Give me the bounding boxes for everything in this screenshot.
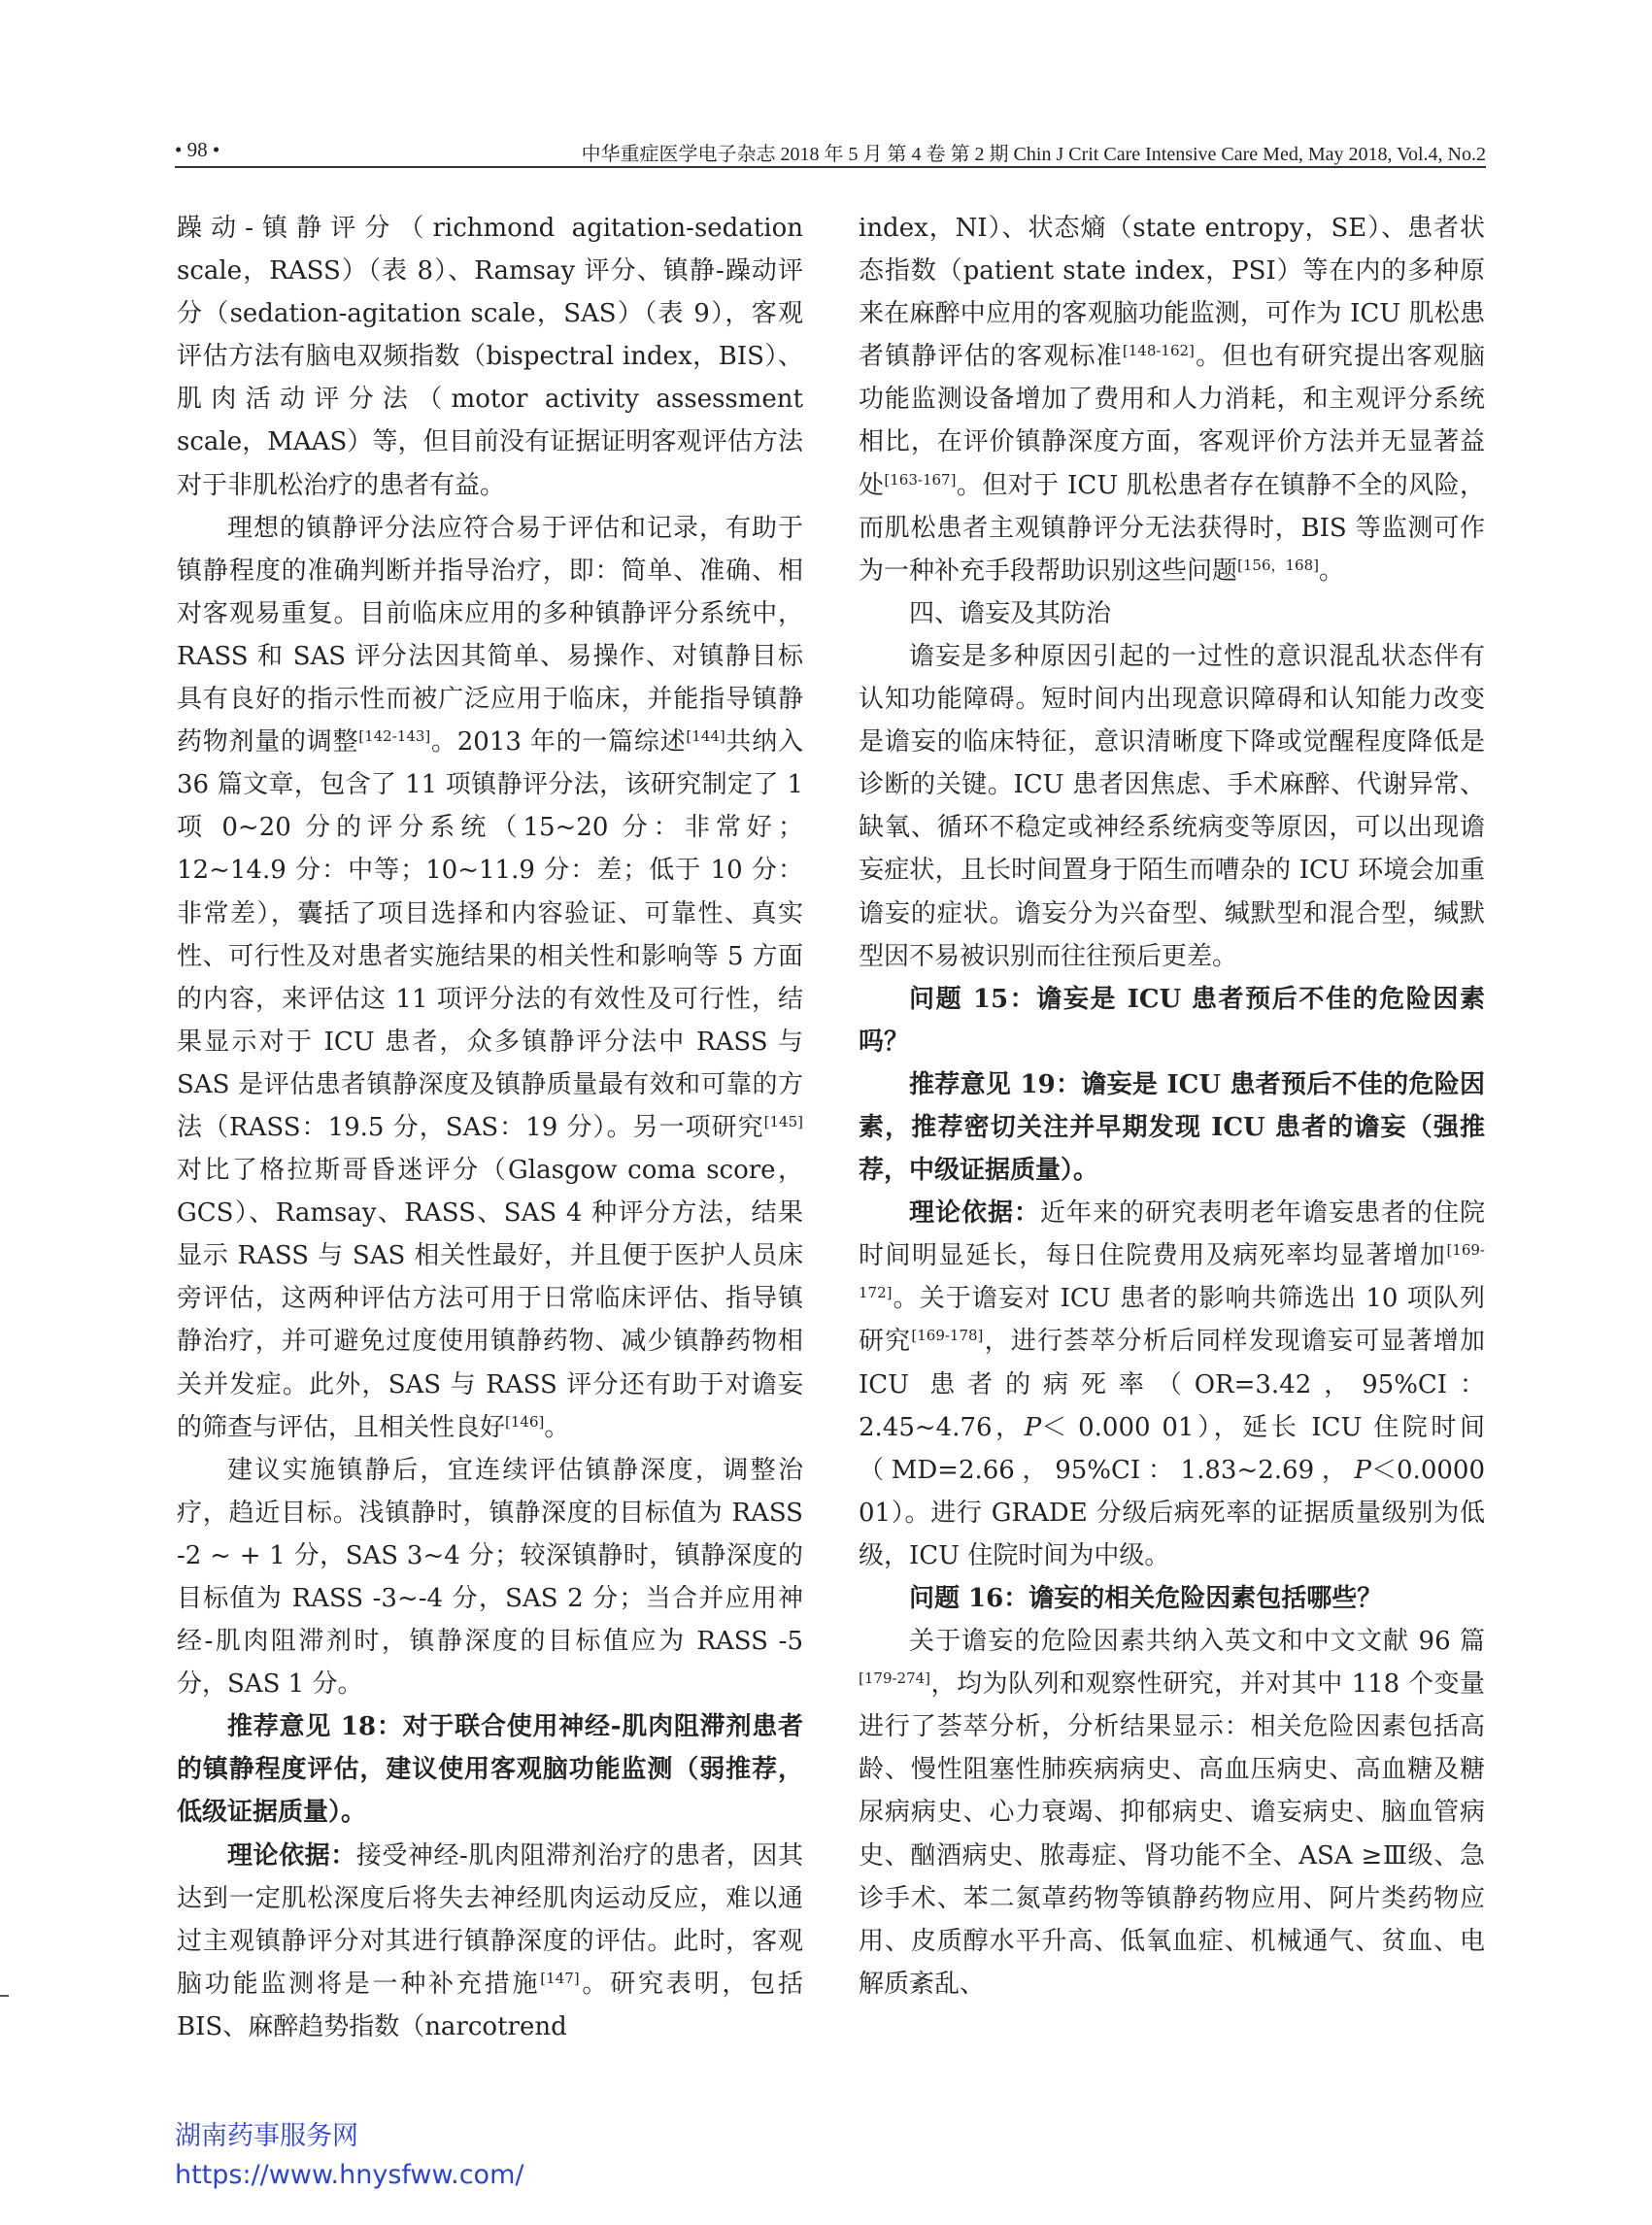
paragraph: [177, 1835, 803, 2048]
citation[interactable]: [144]: [686, 727, 725, 746]
text-run: ＜ 0.000 01），延长 ICU 住院时间（MD=2.66，95%CI：1.83~2.69，: [859, 1412, 1485, 1485]
text-run: index，NI）、状态熵（state entropy，SE）、患者状态指数（patient state index，PSI）等在内的多种原来在麻醉中应用的客观脑功能监测，可作为 ICU 肌松患者镇静评估的客观标准: [859, 214, 1485, 372]
paragraph: 躁动-镇静评分（richmond agitation-sedation scale，RASS）（表 8）、Ramsay 评分、镇静-躁动评分（sedation-agitation scale，SAS）（表 9），客观评估方法有脑电双频指数（bispectral index，BIS）、肌肉活动评分法（motor activity assessment scale，MAAS）等，但目前没有证据证明客观评估方法对于非肌松治疗的患者有益。: [177, 214, 803, 500]
recommendation-19: 推荐意见 19：谵妄是 ICU 患者预后不佳的危险因素，推荐密切关注并早期发现 ICU 患者的谵妄（强推荐，中级证据质量）。: [859, 1069, 1485, 1186]
watermark[interactable]: [175, 2117, 523, 2195]
citation[interactable]: [146]: [505, 1412, 545, 1431]
text-run: ＜0.0000 01）。进行 GRADE 分级后病死率的证据质量级别为低级，ICU 住院时间为中级。: [859, 1455, 1485, 1570]
question-15: 问题 15：谵妄是 ICU 患者预后不佳的危险因素吗？: [859, 984, 1485, 1057]
page-number: • 98 •: [175, 138, 220, 161]
journal-citation: 中华重症医学电子杂志 2018 年 5 月 第 4 卷 第 2 期 Chin J Crit Care Intensive Care Med, May 2018, Vol.4, No.2: [581, 144, 1486, 165]
paragraph: [859, 1620, 1485, 2006]
citation[interactable]: [145]: [763, 1112, 803, 1130]
text-run: 。但对于 ICU 肌松患者存在镇静不全的风险，而肌松患者主观镇静评分无法获得时，BIS 等监测可作为一种补充手段帮助识别这些问题: [859, 470, 1485, 586]
p-value-symbol: P: [1024, 1412, 1042, 1442]
citation[interactable]: [169-178]: [911, 1327, 984, 1345]
text-run: 。但也有研究提出客观脑功能监测设备增加了费用和人力消耗，和主观评分系统相比，在评价镇静深度方面，客观评价方法并无显著益处: [859, 342, 1485, 500]
citation[interactable]: [142-143]: [358, 727, 431, 746]
paragraph: [859, 207, 1485, 592]
text-run: 共纳入 36 篇文章，包含了 11 项镇静评分法，该研究制定了 1 项 0~20 分的评分系统（15~20 分：非常好；12~14.9 分：中等；10~11.9 分：差；低于 10 分：非常差），囊括了项目选择和内容验证、可靠性、真实性、可行性及对患者实施结果的相关性和影响等 5 方面的内容，来评估这 11 项评分法的有效性及可行性，结果显示对于 ICU 患者，众多镇静评分法中 RASS 与 SAS 是评估患者镇静深度及镇静质量最有效和可靠的方法（RASS：19.5 分，SAS：19 分）。另一项研究: [177, 727, 803, 1142]
right-column: [859, 207, 1485, 2006]
text-run: 关于谵妄的危险因素共纳入英文和中文文献 96 篇: [909, 1627, 1485, 1657]
watermark-site-name[interactable]: 湖南药事服务网: [175, 2121, 358, 2151]
paragraph: [859, 1192, 1485, 1577]
paragraph: 谵妄是多种原因引起的一过性的意识混乱状态伴有认知功能障碍。短时间内出现意识障碍和认知能力改变是谵妄的临床特征，意识清晰度下降或觉醒程度降低是诊断的关键。ICU 患者因焦虑、手术麻醉、代谢异常、缺氧、循环不稳定或神经系统病变等原因，可以出现谵妄症状，且长时间置身于陌生而嘈杂的 ICU 环境会加重谵妄的症状。谵妄分为兴奋型、缄默型和混合型，缄默型因不易被识别而往往预后更差。: [859, 641, 1485, 971]
text-run: 接受神经-肌肉阻滞剂治疗的患者，因其达到一定肌松深度后将失去神经肌肉运动反应，难以通过主观镇静评分对其进行镇静深度的评估。此时，客观脑功能监测将是一种补充措施: [177, 1840, 803, 1999]
left-column: [177, 207, 803, 2048]
citation[interactable]: [179-274]: [859, 1669, 931, 1688]
paragraph: [177, 507, 803, 1449]
citation[interactable]: [148-162]: [1122, 342, 1195, 360]
rationale-label: 理论依据：: [227, 1840, 356, 1871]
text-run: 。: [1318, 556, 1344, 586]
text-run: ，均为队列和观察性研究，并对其中 118 个变量进行了荟萃分析，分析结果显示：相关危险因素包括高龄、慢性阻塞性肺疾病病史、高血压病史、高血糖及糖尿病病史、心力衰竭、抑郁病史、谵妄病史、脑血管病史、酗酒病史、脓毒症、肾功能不全、ASA ≥Ⅲ级、急诊手术、苯二氮䓬药物等镇静药物应用、阿片类药物应用、皮质醇水平升高、低氧血症、机械通气、贫血、电解质紊乱、: [859, 1669, 1485, 1999]
section-heading: 四、谵妄及其防治: [909, 598, 1112, 628]
text-run: 。: [544, 1412, 570, 1442]
text-run: 。研究表明，包括 BIS、麻醉趋势指数（narcotrend: [177, 1969, 803, 2041]
question-16: 问题 16：谵妄的相关危险因素包括哪些？: [909, 1584, 1383, 1613]
citation[interactable]: [169-172]: [859, 1241, 1485, 1302]
text-run: ，进行荟萃分析后同样发现谵妄可显著增加 ICU 患者的病死率（OR=3.42，95%CI：2.45~4.76，: [859, 1327, 1485, 1442]
recommendation-18: 推荐意见 18：对于联合使用神经-肌肉阻滞剂患者的镇静程度评估，建议使用客观脑功能监测（弱推荐，低级证据质量）。: [177, 1712, 803, 1828]
rationale-label: 理论依据：: [909, 1198, 1040, 1229]
text-run: 。关于谵妄对 ICU 患者的影响共筛选出 10 项队列研究: [859, 1284, 1485, 1357]
watermark-url[interactable]: https://www.hnysfww.com/: [175, 2160, 524, 2190]
margin-mark: [0, 1995, 9, 1997]
text-run: 对比了格拉斯哥昏迷评分（Glasgow coma score，GCS）、Ramsay、RASS、SAS 4 种评分方法，结果显示 RASS 与 SAS 相关性最好，并且便于医护人员床旁评估，这两种评估方法可用于日常临床评估、指导镇静治疗，并可避免过度使用镇静药物、减少镇静药物相关并发症。此外，SAS 与 RASS 评分还有助于对谵妄的筛查与评估，且相关性良好: [177, 1156, 803, 1442]
text-run: 理想的镇静评分法应符合易于评估和记录，有助于镇静程度的准确判断并指导治疗，即：简单、准确、相对客观易重复。目前临床应用的多种镇静评分系统中，RASS 和 SAS 评分法因其简单、易操作、对镇静目标具有良好的指示性而被广泛应用于临床，并能指导镇静药物剂量的调整: [177, 513, 803, 758]
p-value-symbol: P: [1354, 1455, 1372, 1485]
paragraph: 建议实施镇静后，宜连续评估镇静深度，调整治疗，趋近目标。浅镇静时，镇静深度的目标值为 RASS -2 ~ + 1 分，SAS 3~4 分；较深镇静时，镇静深度的目标值为 RASS -3~-4 分，SAS 2 分；当合并应用神经-肌肉阻滞剂时，镇静深度的目标值应为 RASS -5 分，SAS 1 分。: [177, 1455, 803, 1700]
header-rule: [175, 166, 1486, 168]
citation[interactable]: [163-167]: [884, 470, 957, 489]
citation[interactable]: [156，168]: [1237, 556, 1319, 574]
text-run: 。2013 年的一篇综述: [430, 727, 687, 758]
citation[interactable]: [147]: [540, 1969, 580, 1987]
text-run: 近年来的研究表明老年谵妄患者的住院时间明显延长，每日住院费用及病死率均显著增加: [859, 1198, 1485, 1271]
